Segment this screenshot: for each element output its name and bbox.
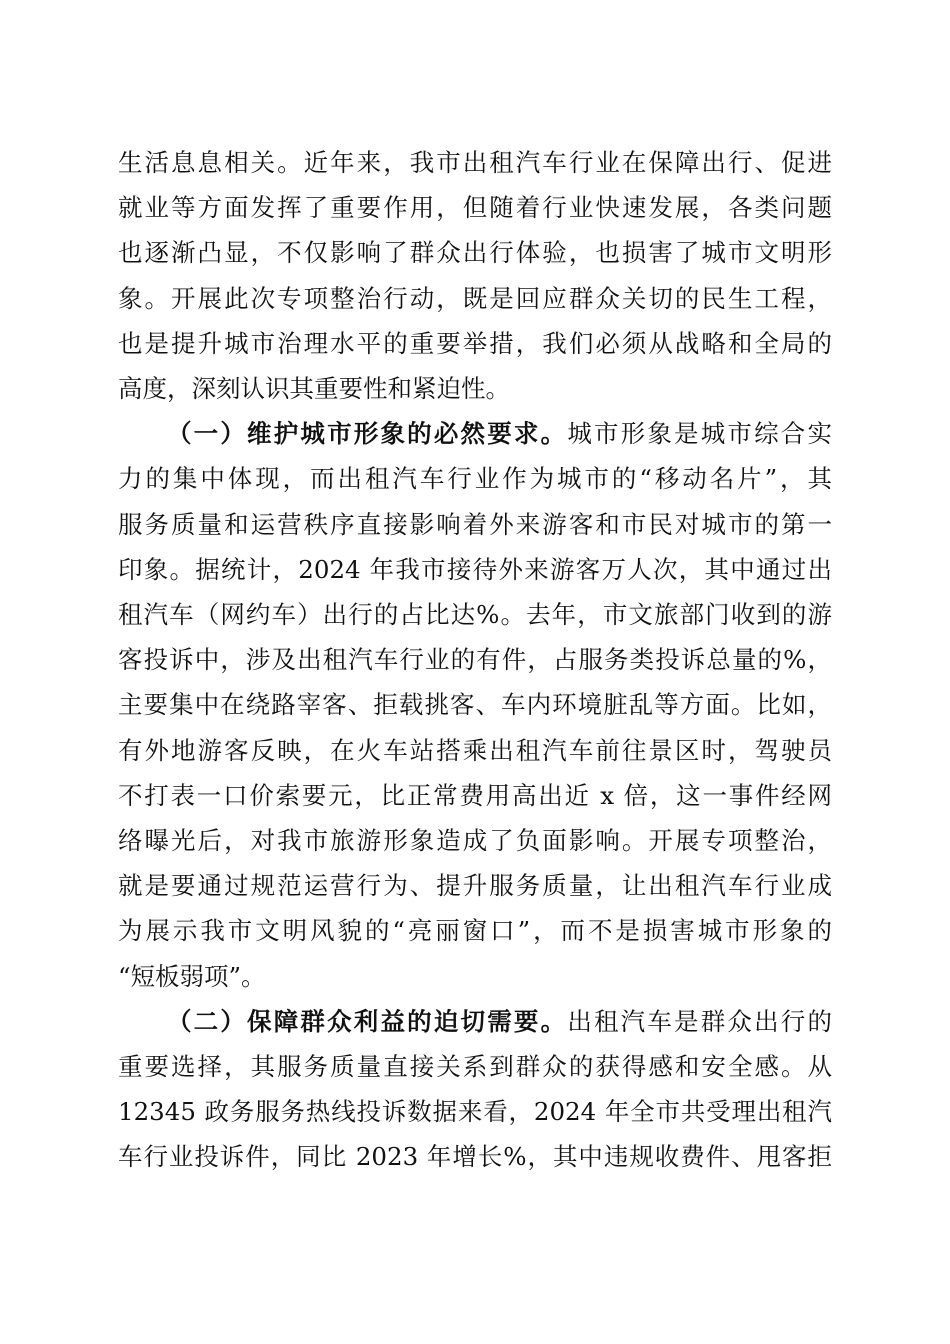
text-line: 生活息息相关。近年来，我市出租汽车行业在保障出行、促进: [118, 148, 832, 177]
text-line-first: [118, 411, 832, 456]
text-line: 有外地游客反映，在火车站搭乘出租汽车前往景区时，驾驶员: [118, 735, 832, 765]
text-line: 主要集中在绕路宰客、拒载挑客、车内环境脏乱等方面。比如，: [118, 690, 832, 720]
text-line-first: [118, 999, 832, 1044]
section-1-first-line-text: 城市形象是城市综合实: [567, 419, 832, 449]
text-line: 就业等方面发挥了重要作用，但随着行业快速发展，各类问题: [118, 193, 832, 223]
text-line: 高度，深刻认识其重要性和紧迫性。: [118, 374, 510, 404]
text-line: 客投诉中，涉及出租汽车行业的有件，占服务类投诉总量的%，: [118, 645, 832, 675]
paragraph-intro: [118, 140, 832, 411]
text-line: 象。开展此次专项整治行动，既是回应群众关切的民生工程，: [118, 283, 832, 313]
section-2-first-line-text: 出租汽车是群众出行的: [567, 1006, 832, 1036]
text-line: 印象。据统计，2024 年我市接待外来游客万人次，其中通过出: [118, 554, 832, 584]
text-line: 也逐渐凸显，不仅影响了群众出行体验，也损害了城市文明形: [118, 238, 832, 268]
paragraph-section-1: [118, 411, 832, 999]
text-line: 租汽车（网约车）出行的占比达%。去年，市文旅部门收到的游: [118, 600, 832, 630]
text-line: “短板弱项”。: [118, 961, 266, 991]
text-line: 重要选择，其服务质量直接关系到群众的获得感和安全感。从: [118, 1052, 832, 1082]
text-line: 12345 政务服务热线投诉数据来看，2024 年全市共受理出租汽: [118, 1097, 832, 1127]
text-line: 就是要通过规范运营行为、提升服务质量，让出租汽车行业成: [118, 871, 832, 901]
text-line: 车行业投诉件，同比 2023 年增长%，其中违规收费件、甩客拒: [118, 1142, 832, 1172]
document-body: [118, 140, 832, 1180]
text-line: 不打表一口价索要元，比正常费用高出近 x 倍，这一事件经网: [118, 780, 832, 810]
text-line: 络曝光后，对我市旅游形象造成了负面影响。开展专项整治，: [118, 826, 832, 856]
text-line: 也是提升城市治理水平的重要举措，我们必须从战略和全局的: [118, 328, 832, 358]
section-2-heading: （二）保障群众利益的迫切需要。: [167, 1006, 568, 1036]
section-1-heading: （一）维护城市形象的必然要求。: [167, 419, 568, 449]
text-line: 为展示我市文明风貌的“亮丽窗口”，而不是损害城市形象的: [118, 916, 832, 946]
paragraph-section-2: [118, 999, 832, 1180]
text-line: 服务质量和运营秩序直接影响着外来游客和市民对城市的第一: [118, 509, 832, 539]
text-line: 力的集中体现，而出租汽车行业作为城市的“移动名片”，其: [118, 464, 832, 494]
